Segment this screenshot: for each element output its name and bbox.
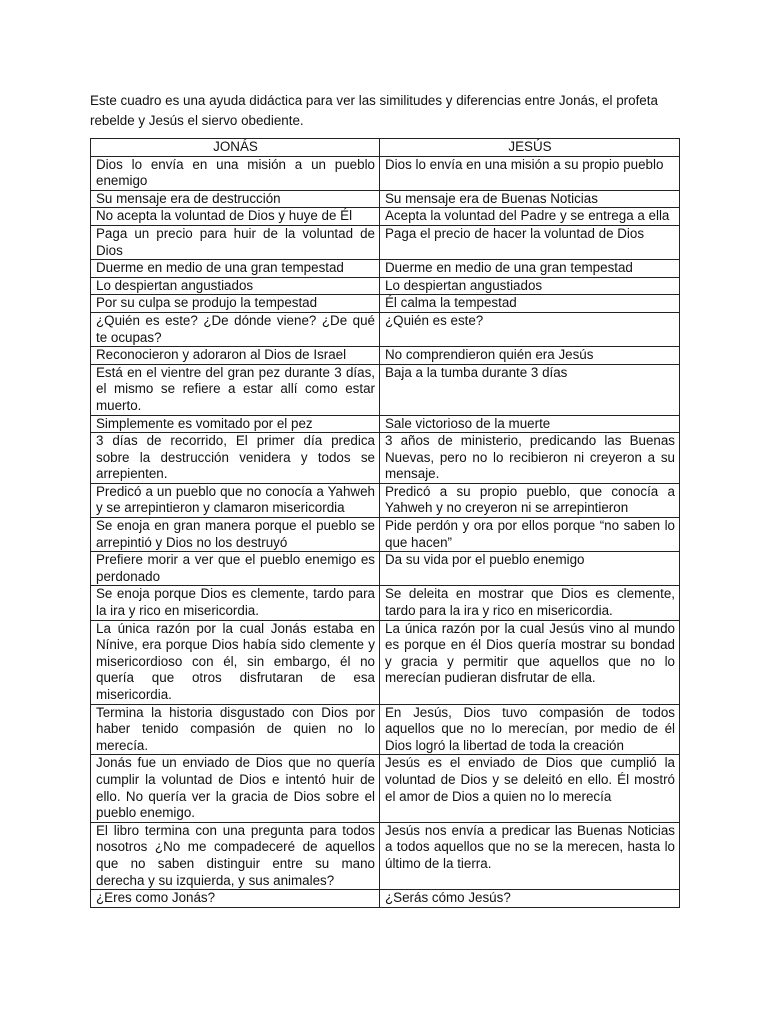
- table-row: [91, 755, 680, 822]
- table-row: [91, 890, 680, 908]
- jonas-cell: Dios lo envía en una misión a un pueblo enemigo: [91, 156, 380, 190]
- jonas-cell: Prefiere morir a ver que el pueblo enemigo es perdonado: [91, 552, 380, 586]
- jesus-cell: Duerme en medio de una gran tempestad: [380, 260, 680, 278]
- jesus-cell: Jesús nos envía a predicar las Buenas Noticias a todos aquellos que no se la merecen, hasta lo último de la tierra.: [380, 822, 680, 889]
- jesus-cell: Predicó a su propio pueblo, que conocía a Yahweh y no creyeron ni se arrepintieron: [380, 483, 680, 517]
- jesus-cell: Él calma la tempestad: [380, 295, 680, 313]
- jonas-cell: Por su culpa se produjo la tempestad: [91, 295, 380, 313]
- table-row: [91, 620, 680, 704]
- table-row: [91, 483, 680, 517]
- jonas-cell: El libro termina con una pregunta para todos nosotros ¿No me compadeceré de aquellos que no saben distinguir entre su mano derecha y su izquierda, y sus animales?: [91, 822, 380, 889]
- jesus-cell: Baja a la tumba durante 3 días: [380, 364, 680, 415]
- table-row: [91, 364, 680, 415]
- jonas-cell: Jonás fue un enviado de Dios que no quería cumplir la voluntad de Dios e intentó huir de ello. No quería ver la gracia de Dios sobre el pueblo enemigo.: [91, 755, 380, 822]
- jesus-cell: ¿Quién es este?: [380, 312, 680, 346]
- jesus-cell: Sale victorioso de la muerte: [380, 415, 680, 433]
- table-row: [91, 347, 680, 365]
- table-body: [91, 156, 680, 907]
- jonas-cell: Se enoja en gran manera porque el pueblo se arrepintió y Dios no los destruyó: [91, 518, 380, 552]
- jonas-cell: Paga un precio para huir de la voluntad de Dios: [91, 225, 380, 259]
- table-row: [91, 518, 680, 552]
- intro-paragraph: Este cuadro es una ayuda didáctica para ver las similitudes y diferencias entre Jonás, el profeta rebelde y Jesús el siervo obediente.: [90, 93, 658, 128]
- jesus-cell: No comprendieron quién era Jesús: [380, 347, 680, 365]
- jonas-cell: No acepta la voluntad de Dios y huye de Él: [91, 208, 380, 226]
- table-row: [91, 156, 680, 190]
- jonas-cell: Se enoja porque Dios es clemente, tardo para la ira y rico en misericordia.: [91, 586, 380, 620]
- column-header-jesus: JESÚS: [380, 139, 680, 157]
- jesus-cell: Su mensaje era de Buenas Noticias: [380, 190, 680, 208]
- table-row: [91, 704, 680, 755]
- jonas-cell: ¿Quién es este? ¿De dónde viene? ¿De qué te ocupas?: [91, 312, 380, 346]
- table-row: [91, 295, 680, 313]
- jesus-cell: En Jesús, Dios tuvo compasión de todos aquellos que no lo merecían, por medio de él Dios logró la libertad de toda la creación: [380, 704, 680, 755]
- jonas-cell: Reconocieron y adoraron al Dios de Israel: [91, 347, 380, 365]
- comparison-table: [90, 138, 680, 908]
- table-row: [91, 433, 680, 484]
- jesus-cell: ¿Serás cómo Jesús?: [380, 890, 680, 908]
- table-row: [91, 225, 680, 259]
- jonas-cell: Está en el vientre del gran pez durante 3 días, el mismo se refiere a estar allí como estar muerto.: [91, 364, 380, 415]
- table-row: [91, 552, 680, 586]
- table-row: [91, 415, 680, 433]
- jonas-cell: ¿Eres como Jonás?: [91, 890, 380, 908]
- table-header-row: [91, 139, 680, 157]
- table-row: [91, 208, 680, 226]
- jesus-cell: Paga el precio de hacer la voluntad de Dios: [380, 225, 680, 259]
- jesus-cell: Acepta la voluntad del Padre y se entrega a ella: [380, 208, 680, 226]
- jesus-cell: Da su vida por el pueblo enemigo: [380, 552, 680, 586]
- jonas-cell: Duerme en medio de una gran tempestad: [91, 260, 380, 278]
- table-row: [91, 822, 680, 889]
- jesus-cell: Pide perdón y ora por ellos porque “no saben lo que hacen”: [380, 518, 680, 552]
- jesus-cell: La única razón por la cual Jesús vino al mundo es porque en él Dios quería mostrar su bondad y gracia y permitir que aquellos que no lo merecían pudieran disfrutar de ella.: [380, 620, 680, 704]
- column-header-jonas: JONÁS: [91, 139, 380, 157]
- jonas-cell: 3 días de recorrido, El primer día predica sobre la destrucción venidera y todos se arrepienten.: [91, 433, 380, 484]
- table-row: [91, 277, 680, 295]
- jesus-cell: Lo despiertan angustiados: [380, 277, 680, 295]
- jonas-cell: Termina la historia disgustado con Dios por haber tenido compasión de quien no lo merecía.: [91, 704, 380, 755]
- jonas-cell: Su mensaje era de destrucción: [91, 190, 380, 208]
- jesus-cell: Dios lo envía en una misión a su propio pueblo: [380, 156, 680, 190]
- jonas-cell: Simplemente es vomitado por el pez: [91, 415, 380, 433]
- table-row: [91, 586, 680, 620]
- jonas-cell: Lo despiertan angustiados: [91, 277, 380, 295]
- jesus-cell: Se deleita en mostrar que Dios es clemente, tardo para la ira y rico en misericordia.: [380, 586, 680, 620]
- jonas-cell: La única razón por la cual Jonás estaba en Nínive, era porque Dios había sido clemente y misericordioso con él, sin embargo, él no quería que otros disfrutaran de esa misericordia.: [91, 620, 380, 704]
- table-row: [91, 190, 680, 208]
- jesus-cell: Jesús es el enviado de Dios que cumplió la voluntad de Dios y se deleitó en ello. Él mostró el amor de Dios a quien no lo merecía: [380, 755, 680, 822]
- table-row: [91, 312, 680, 346]
- jesus-cell: 3 años de ministerio, predicando las Buenas Nuevas, pero no lo recibieron ni creyeron a su mensaje.: [380, 433, 680, 484]
- jonas-cell: Predicó a un pueblo que no conocía a Yahweh y se arrepintieron y clamaron misericordia: [91, 483, 380, 517]
- table-row: [91, 260, 680, 278]
